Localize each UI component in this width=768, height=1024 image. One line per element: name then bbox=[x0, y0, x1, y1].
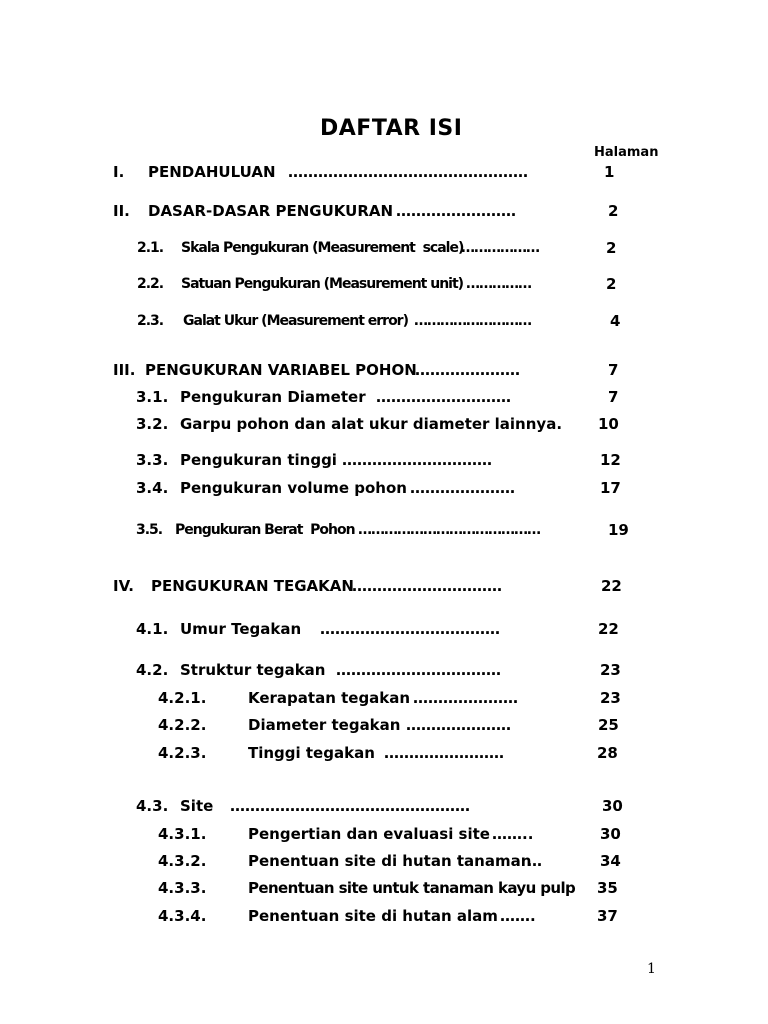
toc-entry-leader: …………… bbox=[466, 276, 531, 292]
toc-entry-page: 22 bbox=[601, 577, 622, 595]
toc-entry-number: 3.1. bbox=[136, 388, 169, 406]
toc-entry-number: IV. bbox=[113, 577, 134, 595]
toc-entry-title: Pengukuran volume pohon bbox=[180, 479, 407, 497]
toc-entry-page: 19 bbox=[608, 521, 629, 539]
toc-entry-number: III. bbox=[113, 361, 136, 379]
toc-entry-number: 4.1. bbox=[136, 620, 169, 638]
toc-entry-leader: ………………………………………… bbox=[230, 797, 470, 815]
toc-entry-title: PENGUKURAN VARIABEL POHON bbox=[145, 361, 417, 379]
toc-entry-page: 2 bbox=[608, 202, 619, 220]
toc-entry-leader: ……………………… bbox=[414, 313, 531, 329]
toc-entry-leader: ……. bbox=[500, 907, 536, 925]
toc-entry-title: Penentuan site di hutan tanaman bbox=[248, 852, 532, 870]
toc-entry-title: DASAR-DASAR PENGUKURAN bbox=[148, 202, 394, 220]
toc-entry-page: 35 bbox=[597, 879, 618, 897]
toc-entry-number: I. bbox=[113, 163, 125, 181]
toc-entry-title: Kerapatan tegakan bbox=[248, 689, 411, 707]
toc-entry-page: 30 bbox=[602, 797, 623, 815]
toc-entry-page: 7 bbox=[608, 388, 619, 406]
toc-entry-leader: ……………………… bbox=[376, 388, 511, 406]
toc-entry-leader: ………………… bbox=[415, 361, 520, 379]
toc-entry-number: 3.3. bbox=[136, 451, 169, 469]
toc-entry-leader: ……………… bbox=[461, 240, 539, 256]
toc-entry-title: Penentuan site di hutan alam bbox=[248, 907, 498, 925]
toc-entry-page: 2 bbox=[606, 239, 617, 257]
toc-entry-leader: ……………………………… bbox=[320, 620, 500, 638]
toc-entry-title: Pengertian dan evaluasi site bbox=[248, 825, 490, 843]
toc-entry-page: 12 bbox=[600, 451, 621, 469]
toc-entry-page: 22 bbox=[598, 620, 619, 638]
toc-entry-page: 1 bbox=[604, 163, 615, 181]
toc-entry-leader: …………………………… bbox=[336, 661, 501, 679]
toc-entry-leader: ………………………… bbox=[352, 577, 502, 595]
page-number: 1 bbox=[647, 961, 656, 977]
toc-entry-number: 4.2.1. bbox=[158, 689, 207, 707]
toc-entry-leader: …………………………………… bbox=[358, 522, 540, 538]
toc-entry-number: 3.2. bbox=[136, 415, 169, 433]
toc-entry-leader: …….. bbox=[492, 825, 534, 843]
page-column-header: Halaman bbox=[594, 145, 659, 160]
toc-entry-number: 2.1. bbox=[137, 240, 164, 256]
toc-entry-title: Pengukuran tinggi bbox=[180, 451, 337, 469]
toc-entry-page: 17 bbox=[600, 479, 621, 497]
toc-entry-title: Site bbox=[180, 797, 214, 815]
toc-entry-title: Pengukuran Diameter bbox=[180, 388, 366, 406]
toc-entry-page: 23 bbox=[600, 689, 621, 707]
toc-entry-number: II. bbox=[113, 202, 130, 220]
toc-entry-title: Pengukuran Berat Pohon bbox=[175, 522, 355, 538]
toc-entry-leader: ………………… bbox=[410, 479, 515, 497]
toc-entry-page: 28 bbox=[597, 744, 618, 762]
toc-entry-title: Diameter tegakan bbox=[248, 716, 401, 734]
toc-entry-title: Struktur tegakan bbox=[180, 661, 326, 679]
toc-entry-leader: ………………… bbox=[413, 689, 518, 707]
toc-entry-number: 4.3.2. bbox=[158, 852, 207, 870]
toc-entry-title: Penentuan site untuk tanaman kayu pulp bbox=[248, 879, 576, 897]
toc-entry-title: Umur Tegakan bbox=[180, 620, 302, 638]
toc-entry-leader: ………………… bbox=[406, 716, 511, 734]
toc-entry-title: Skala Pengukuran (Measurement scale) bbox=[181, 240, 464, 256]
toc-entry-number: 4.3.3. bbox=[158, 879, 207, 897]
toc-entry-title: Garpu pohon dan alat ukur diameter lainnya. bbox=[180, 415, 563, 433]
toc-entry-page: 2 bbox=[606, 275, 617, 293]
toc-entry-number: 4.3.4. bbox=[158, 907, 207, 925]
toc-entry-page: 34 bbox=[600, 852, 621, 870]
toc-entry-title: PENDAHULUAN bbox=[148, 163, 276, 181]
toc-entry-page: 10 bbox=[598, 415, 619, 433]
toc-entry-number: 3.4. bbox=[136, 479, 169, 497]
toc-entry-title: PENGUKURAN TEGAKAN bbox=[151, 577, 354, 595]
toc-entry-number: 4.2. bbox=[136, 661, 169, 679]
toc-entry-number: 4.3.1. bbox=[158, 825, 207, 843]
toc-entry-number: 4.3. bbox=[136, 797, 169, 815]
toc-entry-leader: ………………………… bbox=[342, 451, 492, 469]
toc-entry-leader: … bbox=[527, 852, 542, 870]
toc-entry-page: 37 bbox=[597, 907, 618, 925]
toc-entry-page: 30 bbox=[600, 825, 621, 843]
toc-entry-title: Tinggi tegakan bbox=[248, 744, 375, 762]
toc-entry-leader: …………………… bbox=[384, 744, 504, 762]
toc-entry-page: 4 bbox=[610, 312, 621, 330]
toc-entry-number: 3.5. bbox=[136, 522, 163, 538]
toc-entry-number: 4.2.3. bbox=[158, 744, 207, 762]
toc-entry-title: Galat Ukur (Measurement error) bbox=[183, 313, 408, 329]
toc-entry-number: 4.2.2. bbox=[158, 716, 207, 734]
toc-entry-page: 23 bbox=[600, 661, 621, 679]
toc-entry-leader: ………………………………………… bbox=[288, 163, 528, 181]
toc-entry-number: 2.3. bbox=[137, 313, 164, 329]
toc-entry-page: 7 bbox=[608, 361, 619, 379]
page-title: DAFTAR ISI bbox=[320, 116, 463, 141]
toc-entry-number: 2.2. bbox=[137, 276, 164, 292]
toc-entry-leader: …………………… bbox=[396, 202, 516, 220]
toc-entry-title: Satuan Pengukuran (Measurement unit) bbox=[181, 276, 464, 292]
toc-entry-page: 25 bbox=[598, 716, 619, 734]
